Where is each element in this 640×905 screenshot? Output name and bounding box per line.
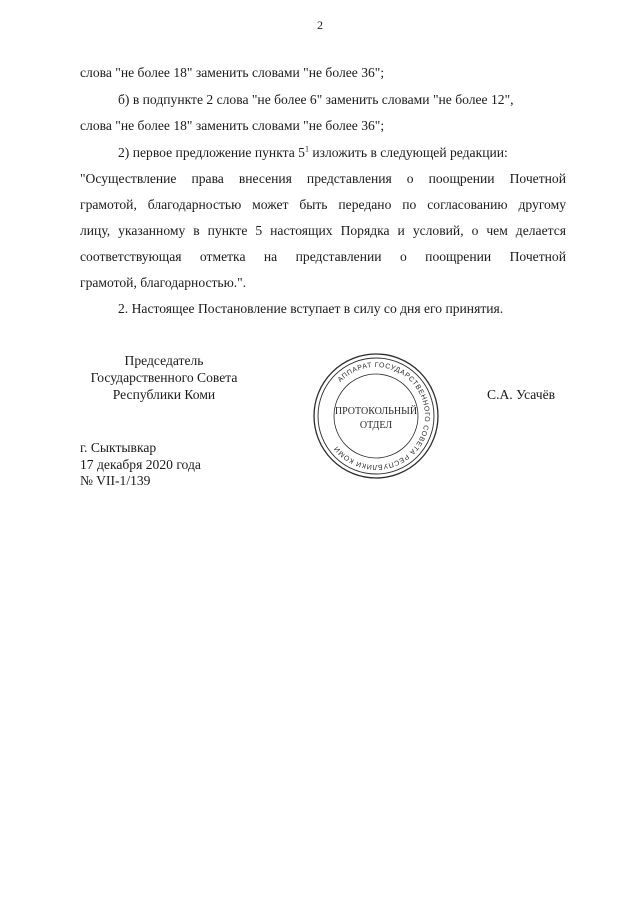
body-text: изложить в следующей редакции:: [308, 145, 508, 160]
place-and-date: [80, 440, 201, 490]
city: г. Сыктывкар: [80, 440, 157, 455]
body-line: грамотой, благодарностью.".: [80, 275, 247, 290]
page-number: 2: [317, 18, 323, 32]
body-line: слова "не более 18" заменить словами "не более 36";: [80, 118, 385, 133]
signature-title-line: Государственного Совета: [90, 370, 238, 385]
superscript: 1: [304, 144, 309, 154]
body-line: 2. Настоящее Постановление вступает в силу со дня его принятия.: [118, 301, 504, 316]
document-date: 17 декабря 2020 года: [80, 456, 201, 472]
body-line: грамотой, благодарностью может быть передано по согласованию другому: [80, 197, 566, 212]
stamp-center-text: ОТДЕЛ: [359, 420, 393, 431]
body-text: 2) первое предложение пункта 5: [118, 145, 305, 160]
signature-title-line: Председатель: [124, 353, 204, 368]
signature-title: [78, 352, 250, 403]
stamp-ring-text: АППАРАТ ГОСУДАРСТВЕННОГО СОВЕТА РЕСПУБЛИКИ КОМИ: [333, 361, 431, 471]
document-number: № VII-1/139: [80, 473, 151, 488]
body-line: слова "не более 18" заменить словами "не более 36";: [80, 65, 385, 80]
body-line: соответствующая отметка на представлении о поощрении Почетной: [80, 249, 566, 264]
body-line: лицу, указанному в пункте 5 настоящих Порядка и условий, о чем делается: [80, 223, 566, 238]
body-line: [118, 145, 508, 161]
body-line: "Осуществление права внесения представления о поощрении Почетной: [80, 171, 566, 186]
signatory-name: С.А. Усачёв: [487, 387, 556, 402]
official-stamp: [300, 351, 452, 481]
stamp-center-text: ПРОТОКОЛЬНЫЙ: [334, 406, 418, 417]
signature-title-line: Республики Коми: [112, 387, 216, 402]
body-line: б) в подпункте 2 слова "не более 6" заменить словами "не более 12",: [118, 92, 514, 107]
